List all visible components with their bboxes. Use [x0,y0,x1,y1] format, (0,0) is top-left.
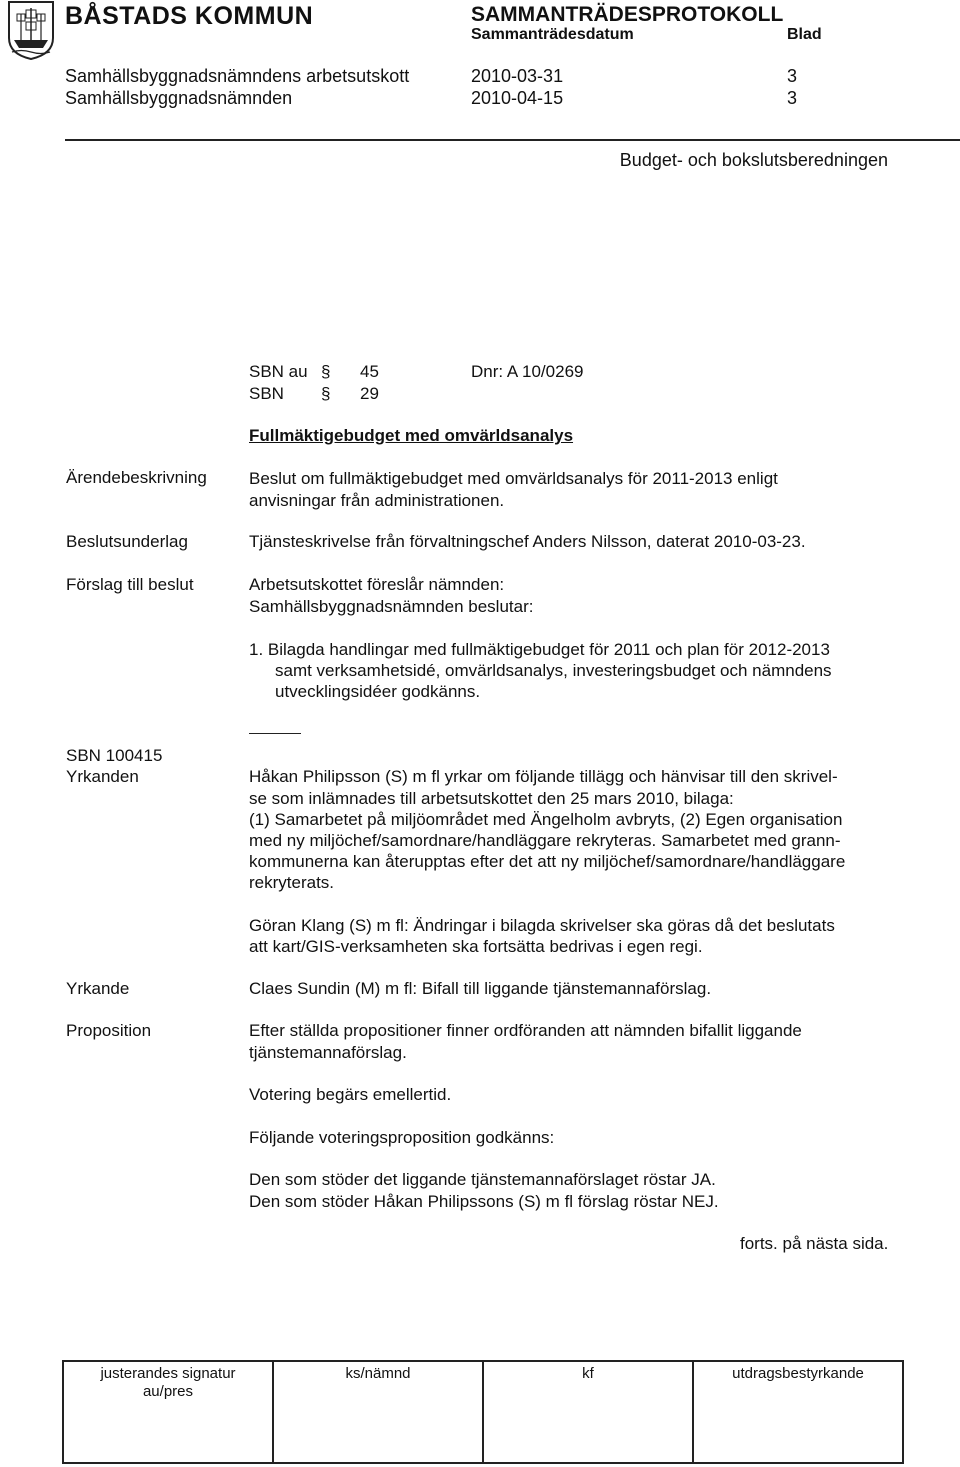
header-divider [65,139,960,141]
underlag-text: Tjänsteskrivelse från förvaltningschef Anders Nilsson, daterat 2010-03-23. [249,532,806,551]
meeting-date-1: 2010-03-31 [471,66,564,86]
paragraph-symbol: § [321,384,331,403]
signature-cell-kf [483,1361,693,1463]
meeting-date-label: Sammanträdesdatum [471,26,634,43]
meeting-page-1: 3 [787,66,798,86]
forslag-item-cont-2: utvecklingsidéer godkänns. [275,682,481,701]
forslag-item: 1. Bilagda handlingar med fullmäktigebudget för 2011 och plan för 2012-2013 [249,640,830,659]
yrkanden-line: se som inlämnades till arbetsutskottet den 25 mars 2010, bilaga: [249,789,734,808]
case-title: Fullmäktigebudget med omvärldsanalys [249,426,574,445]
signature-cell-utdragsbestyrkande [693,1361,903,1463]
yrkanden-line: rekryterats. [249,873,335,892]
sbn-reference: SBN 100415 [66,746,163,765]
case-ref-sbn-number: 29 [360,384,379,403]
arende-label: Ärendebeskrivning [66,468,207,487]
yrkanden-label: Yrkanden [66,767,139,786]
cell-label: kf [582,1365,594,1382]
municipality-coat-of-arms-logo [6,0,56,60]
yrkanden-line: med ny miljöchef/samordnare/handläggare rekryteras. Samarbetet med grann- [249,831,841,850]
cell-label: utdragsbestyrkande [732,1365,864,1382]
continued-note: forts. på nästa sida. [740,1234,889,1253]
yrkanden-line: Håkan Philipsson (S) m fl yrkar om följande tillägg och hänvisar till den skrivel- [249,767,838,786]
voteringsproposition-text: Följande voteringsproposition godkänns: [249,1128,555,1147]
paragraph-symbol: § [321,362,331,381]
diary-number: Dnr: A 10/0269 [471,362,584,381]
yrkande-text: Claes Sundin (M) m fl: Bifall till liggande tjänstemannaförslag. [249,979,712,998]
yrkande-label: Yrkande [66,979,130,998]
arende-text: Beslut om fullmäktigebudget med omvärldsanalys för 2011-2013 enligt anvisningar från administrationen. [249,469,778,510]
cell-label: ks/nämnd [345,1365,411,1382]
signature-cell-justerande [63,1361,273,1463]
proposition-line: tjänstemannaförslag. [249,1043,407,1062]
vote-line-nej: Den som stöder Håkan Philipssons (S) m fl förslag röstar NEJ. [249,1192,719,1211]
forslag-item-cont-1: samt verksamhetsidé, omvärldsanalys, investeringsbudget och nämndens [275,661,832,680]
klang-line: Göran Klang (S) m fl: Ändringar i bilagda skrivelser ska göras då det beslutats [249,916,835,935]
cell-label-line2: au/pres [142,1383,194,1400]
forslag-line-1: Arbetsutskottet föreslår nämnden: [249,575,505,594]
meeting-body-2: Samhällsbyggnadsnämnden [65,88,293,108]
committee-name: Budget- och bokslutsberedningen [619,150,888,170]
section-separator [249,733,301,734]
signature-cell-ks-namnd [273,1361,483,1463]
page-label: Blad [787,26,822,43]
case-ref-sbn-body: SBN [249,384,284,403]
forslag-label: Förslag till beslut [66,575,194,594]
proposition-line: Efter ställda propositioner finner ordföranden att nämnden bifallit liggande [249,1021,802,1040]
proposition-label: Proposition [66,1021,152,1040]
case-ref-au-number: 45 [360,362,379,381]
meeting-body-1: Samhällsbyggnadsnämndens arbetsutskott [65,66,410,86]
underlag-label: Beslutsunderlag [66,532,188,551]
meeting-page-2: 3 [787,88,798,108]
votering-text: Votering begärs emellertid. [249,1085,452,1104]
klang-line: att kart/GIS-verksamheten ska fortsätta bedrivas i egen regi. [249,937,703,956]
yrkanden-line: kommunerna kan återupptas efter det att ny miljöchef/samordnare/handläggare [249,852,846,871]
organization-name: BÅSTADS KOMMUN [65,2,314,30]
document-title: SAMMANTRÄDESPROTOKOLL [471,3,784,26]
signature-table [62,1360,904,1464]
cell-label: justerandes signatur [100,1365,236,1382]
yrkanden-line: (1) Samarbetet på miljöområdet med Ängelholm avbryts, (2) Egen organisation [249,810,843,829]
meeting-date-2: 2010-04-15 [471,88,564,108]
case-ref-au-body: SBN au [249,362,308,381]
forslag-line-2: Samhällsbyggnadsnämnden beslutar: [249,597,534,616]
vote-line-ja: Den som stöder det liggande tjänstemannaförslaget röstar JA. [249,1170,716,1189]
